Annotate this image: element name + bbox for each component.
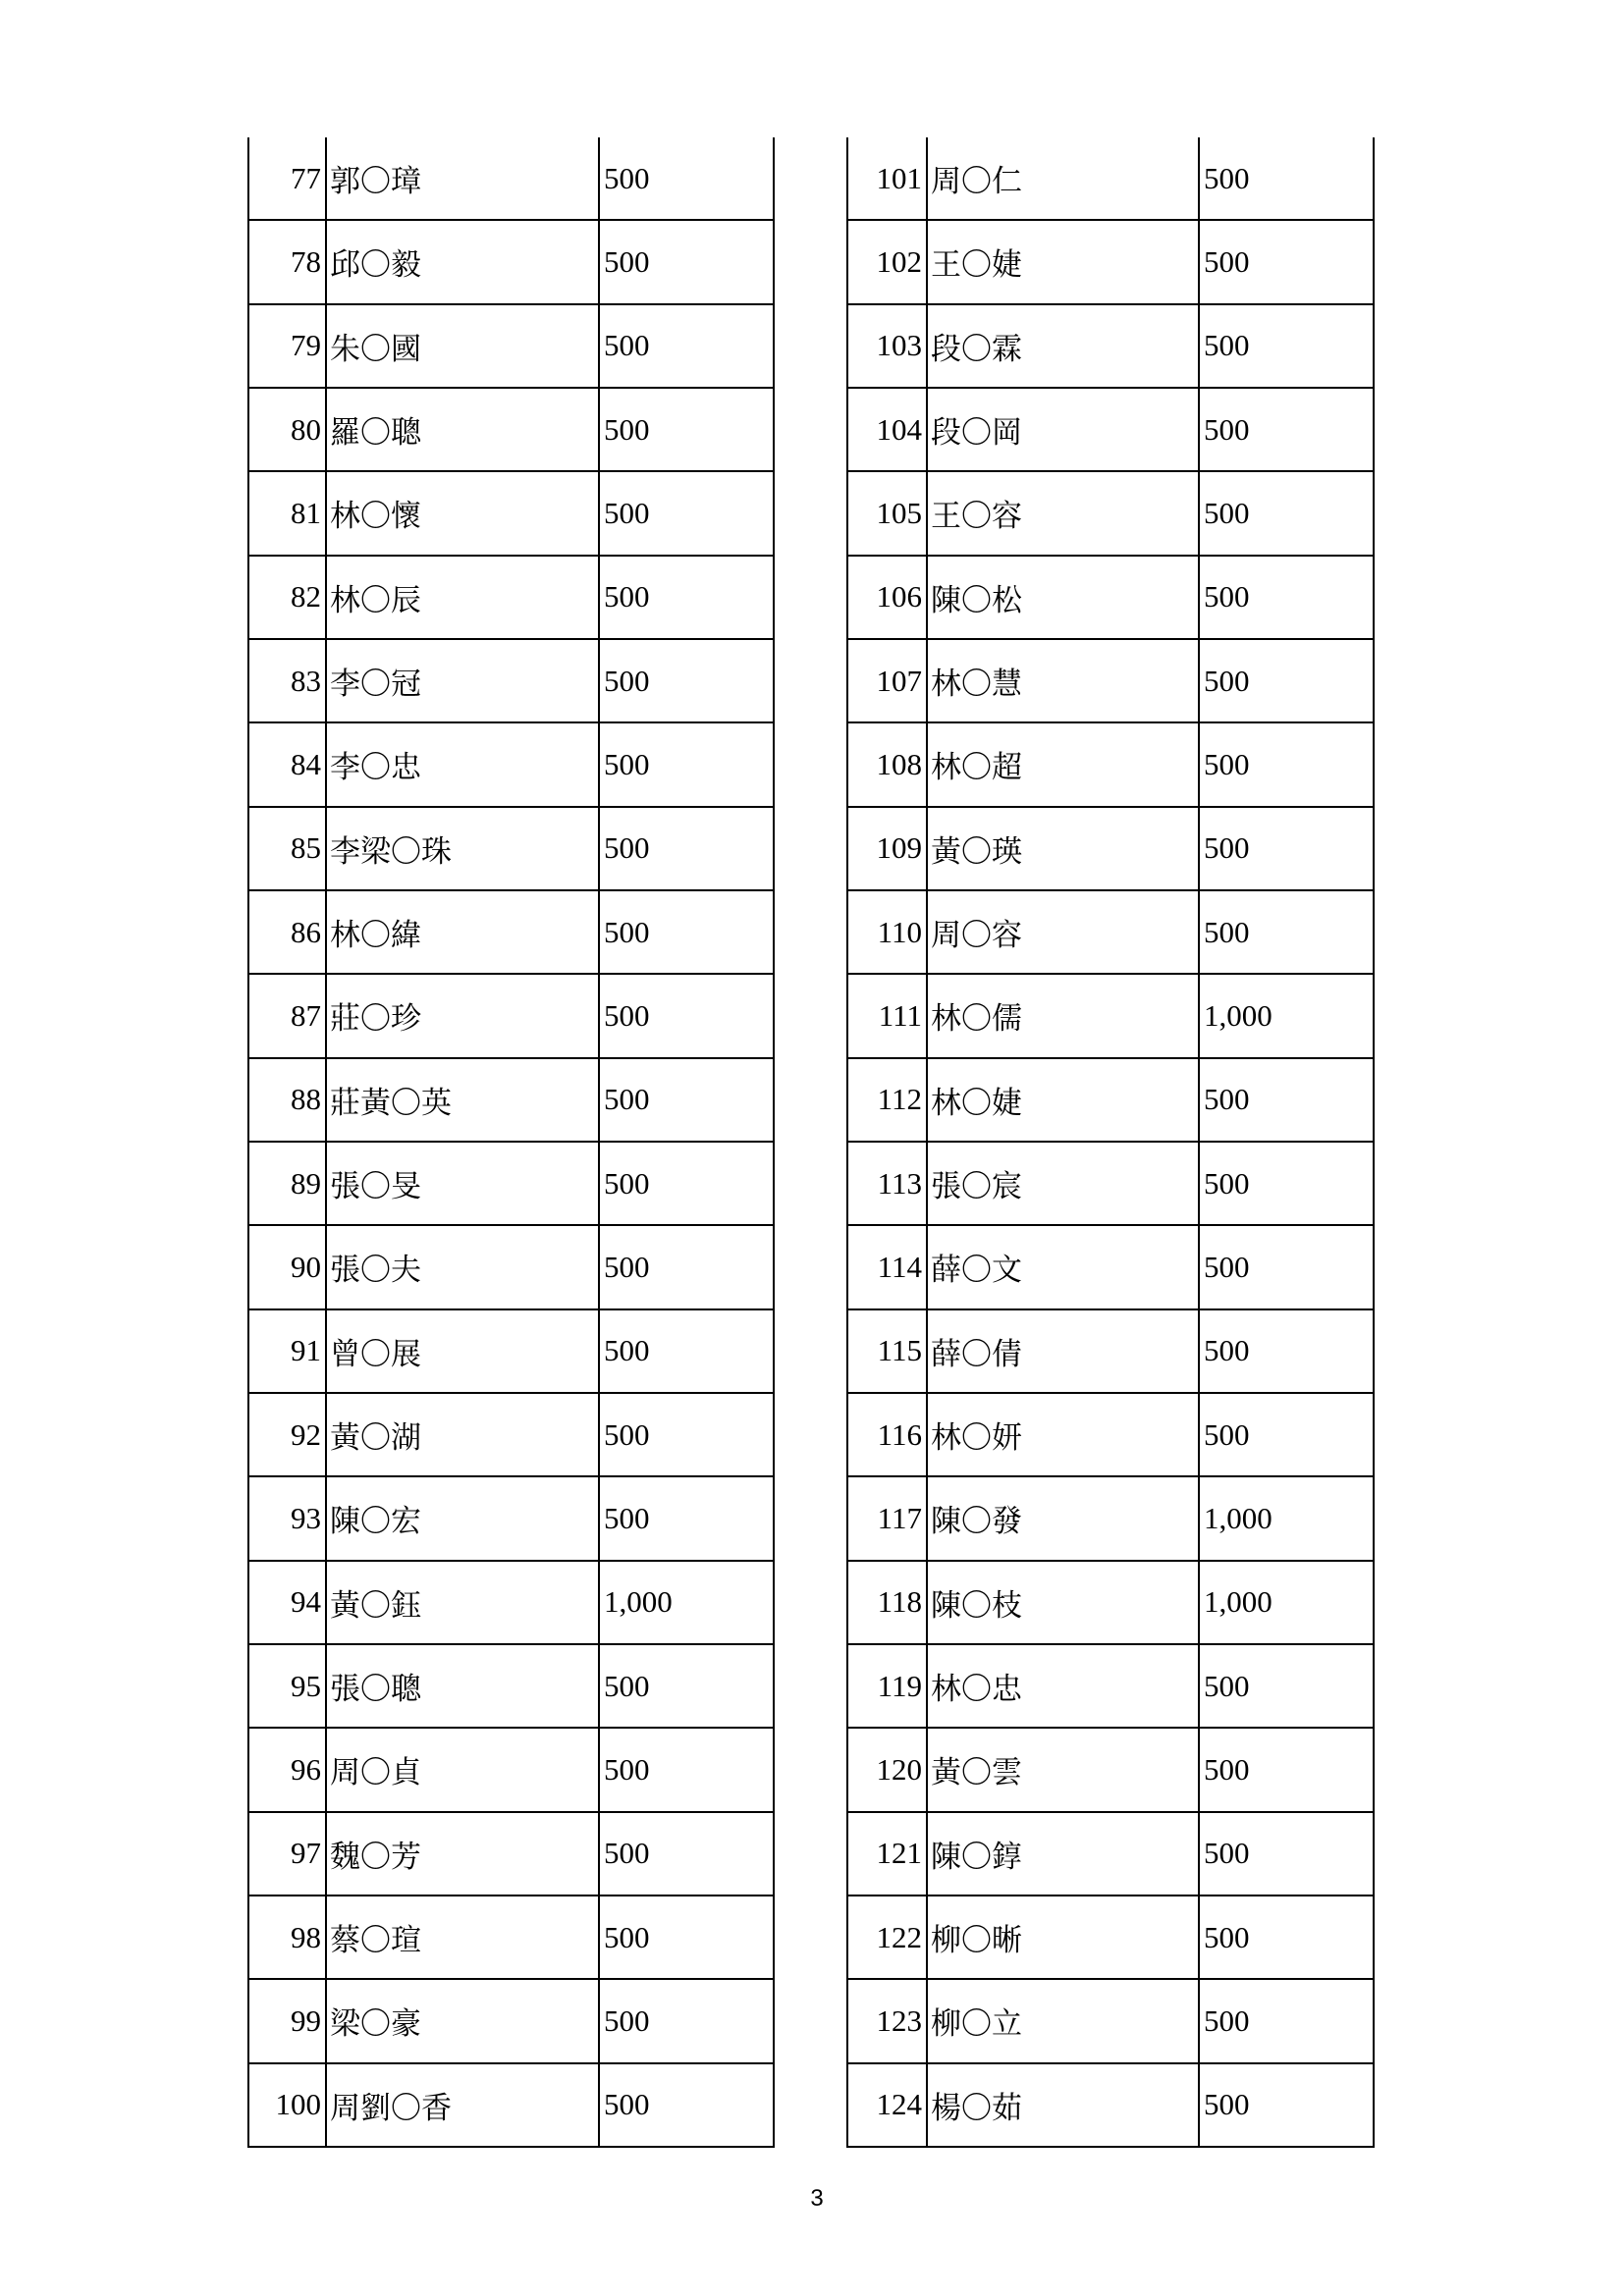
donation-amount: 500 — [1200, 472, 1375, 554]
donor-name: 王〇容 — [928, 472, 1200, 554]
donation-amount: 500 — [1200, 723, 1375, 805]
table-row — [848, 1729, 1375, 1812]
row-number: 97 — [249, 1813, 327, 1895]
donor-name: 林〇妍 — [928, 1394, 1200, 1475]
row-number: 106 — [848, 557, 928, 638]
donation-amount: 500 — [600, 2064, 775, 2146]
row-number: 109 — [848, 808, 928, 889]
row-number: 81 — [249, 472, 327, 554]
donor-name: 柳〇晰 — [928, 1896, 1200, 1978]
donor-name: 魏〇芳 — [327, 1813, 600, 1895]
donor-name: 陳〇錞 — [928, 1813, 1200, 1895]
donor-name: 林〇懷 — [327, 472, 600, 554]
donor-name: 黃〇湖 — [327, 1394, 600, 1475]
donation-amount: 500 — [600, 221, 775, 302]
row-number: 77 — [249, 137, 327, 219]
row-number: 88 — [249, 1059, 327, 1141]
donor-name: 林〇儒 — [928, 975, 1200, 1056]
donation-amount: 500 — [1200, 137, 1375, 219]
row-number: 89 — [249, 1143, 327, 1224]
row-number: 123 — [848, 1980, 928, 2061]
table-row — [848, 1310, 1375, 1394]
donor-name: 段〇岡 — [928, 389, 1200, 470]
table-row — [249, 975, 775, 1058]
donation-amount: 500 — [1200, 389, 1375, 470]
donation-amount: 500 — [1200, 1226, 1375, 1308]
table-row — [848, 640, 1375, 723]
table-row — [249, 723, 775, 807]
donation-amount: 500 — [600, 557, 775, 638]
row-number: 101 — [848, 137, 928, 219]
donor-name: 張〇宸 — [928, 1143, 1200, 1224]
row-number: 94 — [249, 1562, 327, 1643]
donation-amount: 500 — [600, 305, 775, 387]
donor-name: 黃〇瑛 — [928, 808, 1200, 889]
donation-amount: 500 — [1200, 891, 1375, 973]
donation-amount: 500 — [1200, 221, 1375, 302]
table-row — [848, 137, 1375, 221]
row-number: 96 — [249, 1729, 327, 1810]
donor-name: 莊〇珍 — [327, 975, 600, 1056]
row-number: 80 — [249, 389, 327, 470]
row-number: 85 — [249, 808, 327, 889]
donor-name: 黃〇鈺 — [327, 1562, 600, 1643]
row-number: 86 — [249, 891, 327, 973]
row-number: 103 — [848, 305, 928, 387]
donor-name: 楊〇茹 — [928, 2064, 1200, 2146]
row-number: 87 — [249, 975, 327, 1056]
donation-amount: 500 — [1200, 1394, 1375, 1475]
table-row — [249, 640, 775, 723]
table-row — [249, 1813, 775, 1896]
donation-amount: 500 — [1200, 1310, 1375, 1392]
row-number: 102 — [848, 221, 928, 302]
donation-amount: 500 — [1200, 557, 1375, 638]
donation-amount: 500 — [600, 472, 775, 554]
donor-name: 王〇婕 — [928, 221, 1200, 302]
donor-name: 薛〇文 — [928, 1226, 1200, 1308]
donor-name: 張〇聰 — [327, 1645, 600, 1727]
row-number: 93 — [249, 1477, 327, 1559]
table-row — [848, 472, 1375, 556]
table-row — [249, 389, 775, 472]
table-row — [249, 1310, 775, 1394]
row-number: 124 — [848, 2064, 928, 2146]
donation-amount: 500 — [600, 891, 775, 973]
table-row — [848, 1394, 1375, 1477]
donor-name: 柳〇立 — [928, 1980, 1200, 2061]
donor-name: 周〇貞 — [327, 1729, 600, 1810]
donor-name: 曾〇展 — [327, 1310, 600, 1392]
donation-amount: 500 — [1200, 1896, 1375, 1978]
donor-name: 周劉〇香 — [327, 2064, 600, 2146]
donor-name: 李梁〇珠 — [327, 808, 600, 889]
donor-name: 周〇仁 — [928, 137, 1200, 219]
donation-amount: 500 — [600, 808, 775, 889]
donation-amount: 500 — [1200, 808, 1375, 889]
donor-name: 林〇辰 — [327, 557, 600, 638]
table-row — [249, 472, 775, 556]
table-row — [249, 557, 775, 640]
table-row — [249, 1394, 775, 1477]
row-number: 95 — [249, 1645, 327, 1727]
donor-name: 羅〇聰 — [327, 389, 600, 470]
donor-name: 梁〇豪 — [327, 1980, 600, 2061]
table-row — [249, 1729, 775, 1812]
donation-amount: 500 — [600, 723, 775, 805]
donation-amount: 500 — [600, 640, 775, 721]
table-row — [249, 891, 775, 975]
donor-name: 李〇忠 — [327, 723, 600, 805]
donation-amount: 500 — [600, 1226, 775, 1308]
donation-amount: 500 — [600, 1310, 775, 1392]
donation-amount: 500 — [600, 975, 775, 1056]
table-row — [848, 2064, 1375, 2148]
row-number: 110 — [848, 891, 928, 973]
table-row — [249, 1059, 775, 1143]
table-row — [249, 1226, 775, 1309]
donor-name: 蔡〇瑄 — [327, 1896, 600, 1978]
row-number: 105 — [848, 472, 928, 554]
table-row — [249, 808, 775, 891]
row-number: 104 — [848, 389, 928, 470]
row-number: 118 — [848, 1562, 928, 1643]
donation-amount: 500 — [1200, 1143, 1375, 1224]
donation-amount: 500 — [1200, 1059, 1375, 1141]
donation-amount: 500 — [1200, 1729, 1375, 1810]
table-row — [848, 389, 1375, 472]
row-number: 79 — [249, 305, 327, 387]
table-row — [848, 1059, 1375, 1143]
table-row — [848, 1645, 1375, 1729]
donation-amount: 500 — [1200, 1813, 1375, 1895]
table-row — [249, 137, 775, 221]
donor-name: 段〇霖 — [928, 305, 1200, 387]
donation-amount: 500 — [600, 1896, 775, 1978]
table-row — [249, 1477, 775, 1561]
row-number: 107 — [848, 640, 928, 721]
table-row — [249, 305, 775, 389]
row-number: 78 — [249, 221, 327, 302]
donor-name: 莊黃〇英 — [327, 1059, 600, 1141]
donor-name: 邱〇毅 — [327, 221, 600, 302]
donor-name: 薛〇倩 — [928, 1310, 1200, 1392]
donation-amount: 500 — [600, 1394, 775, 1475]
row-number: 84 — [249, 723, 327, 805]
row-number: 121 — [848, 1813, 928, 1895]
table-row — [848, 1477, 1375, 1561]
donation-amount: 500 — [600, 1143, 775, 1224]
row-number: 119 — [848, 1645, 928, 1727]
row-number: 90 — [249, 1226, 327, 1308]
donation-amount: 500 — [600, 389, 775, 470]
table-row — [848, 1143, 1375, 1226]
donor-name: 周〇容 — [928, 891, 1200, 973]
row-number: 108 — [848, 723, 928, 805]
donor-name: 黃〇雲 — [928, 1729, 1200, 1810]
row-number: 117 — [848, 1477, 928, 1559]
row-number: 114 — [848, 1226, 928, 1308]
donor-table-right — [846, 137, 1375, 2148]
donation-amount: 500 — [600, 1813, 775, 1895]
donor-name: 陳〇枝 — [928, 1562, 1200, 1643]
donor-name: 陳〇宏 — [327, 1477, 600, 1559]
table-row — [249, 1896, 775, 1980]
table-row — [249, 2064, 775, 2148]
donor-name: 陳〇松 — [928, 557, 1200, 638]
row-number: 100 — [249, 2064, 327, 2146]
table-row — [848, 723, 1375, 807]
table-row — [848, 305, 1375, 389]
row-number: 122 — [848, 1896, 928, 1978]
row-number: 91 — [249, 1310, 327, 1392]
donation-amount: 1,000 — [600, 1562, 775, 1643]
donation-amount: 500 — [1200, 1980, 1375, 2061]
table-row — [848, 221, 1375, 304]
donation-amount: 500 — [1200, 640, 1375, 721]
row-number: 120 — [848, 1729, 928, 1810]
donor-name: 郭〇璋 — [327, 137, 600, 219]
donation-amount: 500 — [600, 1980, 775, 2061]
donation-amount: 500 — [1200, 1645, 1375, 1727]
donor-name: 張〇旻 — [327, 1143, 600, 1224]
table-row — [848, 808, 1375, 891]
donation-amount: 1,000 — [1200, 1477, 1375, 1559]
donor-name: 林〇忠 — [928, 1645, 1200, 1727]
table-row — [848, 891, 1375, 975]
page-number: 3 — [810, 2185, 824, 2212]
donation-amount: 500 — [600, 137, 775, 219]
row-number: 116 — [848, 1394, 928, 1475]
donation-amount: 1,000 — [1200, 1562, 1375, 1643]
donor-name: 林〇婕 — [928, 1059, 1200, 1141]
donation-amount: 500 — [1200, 305, 1375, 387]
table-row — [249, 1645, 775, 1729]
table-row — [848, 1562, 1375, 1645]
donor-name: 林〇緯 — [327, 891, 600, 973]
donation-amount: 1,000 — [1200, 975, 1375, 1056]
row-number: 112 — [848, 1059, 928, 1141]
donor-table-left — [247, 137, 775, 2148]
table-row — [249, 1980, 775, 2063]
row-number: 111 — [848, 975, 928, 1056]
table-row — [249, 1143, 775, 1226]
donation-amount: 500 — [600, 1059, 775, 1141]
donor-name: 張〇夫 — [327, 1226, 600, 1308]
table-row — [848, 1226, 1375, 1309]
row-number: 82 — [249, 557, 327, 638]
donor-name: 陳〇發 — [928, 1477, 1200, 1559]
donation-amount: 500 — [600, 1477, 775, 1559]
row-number: 83 — [249, 640, 327, 721]
donation-amount: 500 — [1200, 2064, 1375, 2146]
table-row — [249, 221, 775, 304]
row-number: 98 — [249, 1896, 327, 1978]
donor-name: 林〇超 — [928, 723, 1200, 805]
row-number: 92 — [249, 1394, 327, 1475]
table-row — [848, 975, 1375, 1058]
table-row — [848, 557, 1375, 640]
row-number: 113 — [848, 1143, 928, 1224]
table-row — [848, 1896, 1375, 1980]
table-row — [249, 1562, 775, 1645]
donation-amount: 500 — [600, 1729, 775, 1810]
table-row — [848, 1813, 1375, 1896]
row-number: 99 — [249, 1980, 327, 2061]
donor-name: 林〇慧 — [928, 640, 1200, 721]
donor-name: 朱〇國 — [327, 305, 600, 387]
row-number: 115 — [848, 1310, 928, 1392]
donor-name: 李〇冠 — [327, 640, 600, 721]
table-row — [848, 1980, 1375, 2063]
donation-amount: 500 — [600, 1645, 775, 1727]
